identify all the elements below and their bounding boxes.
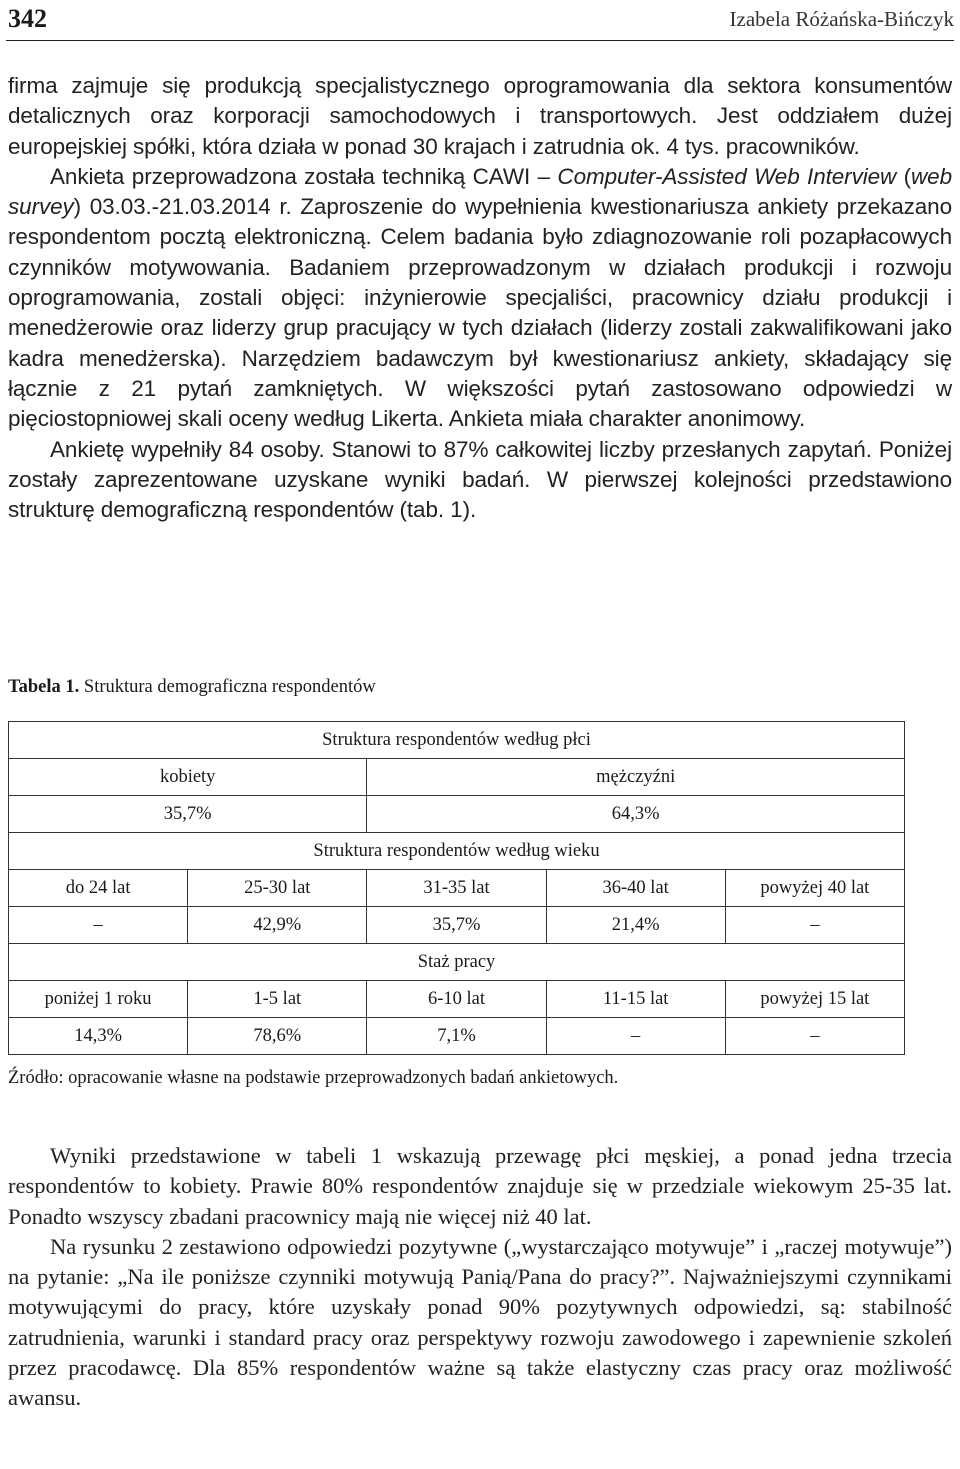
age-header-cell: Struktura respondentów według wieku [9,833,905,870]
table-row [9,722,905,759]
gender-value-women: 35,7% [9,796,367,833]
table-caption [8,675,376,699]
age-label-cell: 36-40 lat [546,870,725,907]
table-row [9,870,905,907]
paragraph-2-text-c: ) 03.03.-21.03.2014 r. Zaproszenie do wypełnienia kwestionariusza ankiety przekazano respondentom pocztą elektroniczną. Celem badania było zdiagnozowanie roli pozapłacowych czynników motywowania. Badaniem przeprowadzonym w działach produkcji i rozwoju oprogramowania, zostali objęci: inżynierowie specjaliści, pracownicy działu produkcji i menedżerowie oraz liderzy grup pracujący w tych działach (liderzy zostali zakwalifikowani jako kadra menedżerska). Narzędziem badawczym był kwestionariusz ankiety, składający się łącznie z 21 pytań zamkniętych. W większości pytań zastosowano odpowiedzi w pięciostopniowej skali oceny według Likerta. Ankieta miała charakter anonimowy. [8,194,952,432]
text-block-1 [8,71,952,525]
demographics-table [8,721,905,1055]
gender-label-men: mężczyźni [367,759,905,796]
paragraph-2-italic-1: Computer-Assisted Web Interview [557,163,897,189]
tenure-value-cell: 14,3% [9,1018,188,1055]
tenure-label-cell: 11-15 lat [546,981,725,1018]
gender-label-women: kobiety [9,759,367,796]
tenure-label-cell: powyżej 15 lat [725,981,904,1018]
age-value-cell: 21,4% [546,907,725,944]
tenure-value-cell: – [546,1018,725,1055]
tenure-value-cell: 78,6% [188,1018,367,1055]
table-row [9,759,905,796]
paragraph-2-text-a: Ankieta przeprowadzona została techniką CAWI – [50,163,558,189]
tenure-label-cell: poniżej 1 roku [9,981,188,1018]
paragraph-1: firma zajmuje się produkcją specjalistycznego oprogramowania dla sektora konsumentów detalicznych oraz korporacji samochodowych i transportowych. Jest oddziałem dużej europejskiej spółki, która działa w ponad 30 krajach i zatrudnia ok. 4 tys. pracowników. [8,73,952,159]
table-caption-title: Struktura demograficzna respondentów [79,677,376,697]
age-label-cell: 25-30 lat [188,870,367,907]
paragraph-2-italic-2: web survey [8,163,952,220]
paragraph-2 [8,162,952,435]
gender-header-cell: Struktura respondentów według płci [9,722,905,759]
paragraph-2-text-b: ( [896,163,912,189]
paragraph-3: Ankietę wypełniły 84 osoby. Stanowi to 87% całkowitej liczby przesłanych zapytań. Poniżej zostały zaprezentowane uzyskane wyniki badań. W pierwszej kolejności przedstawiono strukturę demograficzną respondentów (tab. 1). [8,436,952,523]
age-value-cell: – [725,907,904,944]
header-rule [6,40,954,41]
paragraph-5: Na rysunku 2 zestawiono odpowiedzi pozytywne („wystarczająco motywuje” i „raczej motywuje”) na pytanie: „Na ile poniższe czynniki motywują Panią/Pana do pracy?”. Najważniejszymi czynnikami motywującymi do pracy, które uzyskały ponad 90% pozytywnych odpowiedzi, są: stabilność zatrudnienia, warunki i standard pracy oraz perspektywy rozwoju zawodowego i zapewnienie szkoleń przez pracodawcę. Dla 85% respondentów ważne są także elastyczny czas pracy oraz możliwość awansu. [8,1233,952,1411]
age-value-cell: 35,7% [367,907,546,944]
table-row [9,796,905,833]
tenure-label-cell: 6-10 lat [367,981,546,1018]
table-row [9,833,905,870]
age-value-cell: – [9,907,188,944]
age-label-cell: 31-35 lat [367,870,546,907]
tenure-value-cell: – [725,1018,904,1055]
table-row [9,981,905,1018]
table-caption-label: Tabela 1. [8,677,80,697]
text-block-2 [8,1141,952,1414]
age-label-cell: do 24 lat [9,870,188,907]
page-number: 342 [8,4,47,33]
tenure-header-cell: Staż pracy [9,944,905,981]
tenure-label-cell: 1-5 lat [188,981,367,1018]
tenure-value-cell: 7,1% [367,1018,546,1055]
age-value-cell: 42,9% [188,907,367,944]
gender-value-men: 64,3% [367,796,905,833]
page-header [8,2,954,36]
table-row [9,944,905,981]
age-label-cell: powyżej 40 lat [725,870,904,907]
table-source: Źródło: opracowanie własne na podstawie przeprowadzonych badań ankietowych. [8,1068,619,1088]
paragraph-4: Wyniki przedstawione w tabeli 1 wskazują przewagę płci męskiej, a ponad jedna trzecia respondentów to kobiety. Prawie 80% respondentów znajduje się w przedziale wiekowym 25-35 lat. Ponadto wszyscy zbadani pracownicy mają nie więcej niż 40 lat. [8,1143,952,1229]
running-head-author: Izabela Różańska-Bińczyk [729,7,954,31]
table-row [9,1018,905,1055]
table-row [9,907,905,944]
